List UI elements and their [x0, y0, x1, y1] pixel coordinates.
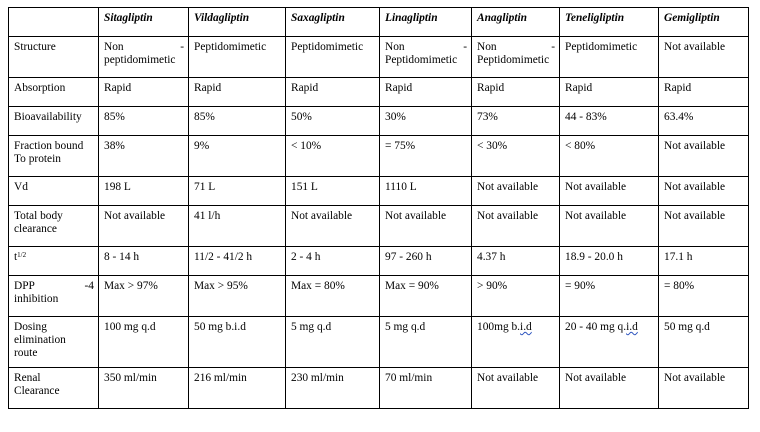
table-cell: Peptidomimetic	[560, 37, 659, 78]
table-cell: Rapid	[472, 78, 560, 107]
table-cell: 63.4%	[659, 107, 749, 136]
row-label-line: route	[14, 347, 38, 359]
table-row-absorption	[9, 78, 749, 107]
table-cell: Not available	[472, 206, 560, 247]
table-cell: Peptidomimetic	[189, 37, 286, 78]
table-cell	[560, 317, 659, 368]
table-cell: Rapid	[286, 78, 380, 107]
table-row-dosing	[9, 317, 749, 368]
header-cell-teneligliptin: Teneligliptin	[560, 8, 659, 37]
table-cell: 230 ml/min	[286, 368, 380, 409]
table-cell: Max > 97%	[99, 276, 189, 317]
table-cell: 30%	[380, 107, 472, 136]
table-cell: 17.1 h	[659, 247, 749, 276]
cell-text: Peptidomimetic	[385, 54, 458, 66]
table-cell: Not available	[472, 368, 560, 409]
table-cell: Not available	[659, 177, 749, 206]
table-cell: 216 ml/min	[189, 368, 286, 409]
table-cell: Not available	[472, 177, 560, 206]
row-label	[9, 206, 99, 247]
table-cell: Rapid	[560, 78, 659, 107]
header-cell-linagliptin: Linagliptin	[380, 8, 472, 37]
cell-text: -	[180, 41, 184, 53]
row-label-line: clearance	[14, 223, 57, 235]
table-cell: < 30%	[472, 136, 560, 177]
spellcheck-underlined-text: i.d	[520, 321, 532, 333]
row-label: Vd	[9, 177, 99, 206]
spellcheck-underlined-text: i.d	[626, 321, 638, 333]
table-cell: 100 mg q.d	[99, 317, 189, 368]
header-row	[9, 8, 749, 37]
table-cell: 198 L	[99, 177, 189, 206]
table-cell: = 90%	[560, 276, 659, 317]
dpp4-comparison-table	[8, 7, 749, 409]
table-cell: Not available	[286, 206, 380, 247]
row-label-text: t	[14, 251, 18, 263]
table-cell	[99, 37, 189, 78]
table-cell: Not available	[380, 206, 472, 247]
cell-text: -	[551, 41, 555, 53]
table-cell: 50 mg b.i.d	[189, 317, 286, 368]
table-cell: < 10%	[286, 136, 380, 177]
table-cell: Not available	[560, 206, 659, 247]
table-cell: Not available	[659, 136, 749, 177]
table-cell: 18.9 - 20.0 h	[560, 247, 659, 276]
header-cell-blank	[9, 8, 99, 37]
cell-text: -	[463, 41, 467, 53]
table-cell: 8 - 14 h	[99, 247, 189, 276]
row-label-line: Renal	[14, 372, 41, 384]
table-cell: Max = 90%	[380, 276, 472, 317]
row-label	[9, 317, 99, 368]
row-label-line: Total body	[14, 210, 63, 222]
table-row-half-life	[9, 247, 749, 276]
table-row-total-body-clearance	[9, 206, 749, 247]
table-cell: = 75%	[380, 136, 472, 177]
header-cell-vildagliptin: Vildagliptin	[189, 8, 286, 37]
row-label-line: To protein	[14, 153, 61, 165]
row-label	[9, 276, 99, 317]
table-cell: 1110 L	[380, 177, 472, 206]
table-cell: 41 l/h	[189, 206, 286, 247]
row-label	[9, 368, 99, 409]
table-cell: 97 - 260 h	[380, 247, 472, 276]
header-cell-anagliptin: Anagliptin	[472, 8, 560, 37]
cell-text: 100mg b.	[477, 321, 521, 333]
cell-text: Non	[104, 41, 124, 53]
table-cell: Not available	[659, 37, 749, 78]
table-cell: Peptidomimetic	[286, 37, 380, 78]
table-cell: Rapid	[189, 78, 286, 107]
table-cell	[472, 317, 560, 368]
cell-text: Non	[477, 41, 497, 53]
table-cell: 2 - 4 h	[286, 247, 380, 276]
table-cell: 9%	[189, 136, 286, 177]
table-cell: 85%	[189, 107, 286, 136]
header-cell-saxagliptin: Saxagliptin	[286, 8, 380, 37]
row-label	[9, 247, 99, 276]
table-row-renal-clearance	[9, 368, 749, 409]
table-cell: 85%	[99, 107, 189, 136]
row-label-text: DPP	[14, 280, 35, 292]
row-label-line: inhibition	[14, 293, 59, 305]
table-cell	[472, 37, 560, 78]
table-cell: 50%	[286, 107, 380, 136]
table-cell: Not available	[560, 177, 659, 206]
row-label-line: Clearance	[14, 385, 60, 397]
table-cell: Max > 95%	[189, 276, 286, 317]
table-cell: 5 mg q.d	[380, 317, 472, 368]
row-label-superscript: 1/2	[17, 251, 27, 259]
comparison-table-container	[8, 7, 752, 409]
cell-text: peptidomimetic	[104, 54, 176, 66]
table-cell: Not available	[99, 206, 189, 247]
table-cell: 4.37 h	[472, 247, 560, 276]
row-label-line: Fraction bound	[14, 140, 84, 152]
table-cell: 38%	[99, 136, 189, 177]
table-cell: Not available	[659, 206, 749, 247]
table-cell: 70 ml/min	[380, 368, 472, 409]
row-label-line: elimination	[14, 334, 66, 346]
table-cell: > 90%	[472, 276, 560, 317]
header-cell-gemigliptin: Gemigliptin	[659, 8, 749, 37]
row-label-line: Dosing	[14, 321, 47, 333]
table-row-vd	[9, 177, 749, 206]
table-cell: 5 mg q.d	[286, 317, 380, 368]
table-cell: = 80%	[659, 276, 749, 317]
header-cell-sitagliptin: Sitagliptin	[99, 8, 189, 37]
table-cell: 350 ml/min	[99, 368, 189, 409]
table-row-fraction-bound	[9, 136, 749, 177]
table-cell: Rapid	[659, 78, 749, 107]
table-cell: Max = 80%	[286, 276, 380, 317]
cell-text: Non	[385, 41, 405, 53]
table-cell: < 80%	[560, 136, 659, 177]
table-cell	[380, 37, 472, 78]
table-cell: Rapid	[380, 78, 472, 107]
table-row-bioavailability	[9, 107, 749, 136]
table-cell: Rapid	[99, 78, 189, 107]
table-cell: Not available	[659, 368, 749, 409]
row-label	[9, 37, 99, 78]
cell-text: 20 - 40 mg q.	[565, 321, 627, 333]
table-cell: 11/2 - 41/2 h	[189, 247, 286, 276]
row-label	[9, 136, 99, 177]
row-label: Absorption	[9, 78, 99, 107]
table-row-structure	[9, 37, 749, 78]
table-cell: 50 mg q.d	[659, 317, 749, 368]
table-cell: 71 L	[189, 177, 286, 206]
row-label-text: -4	[84, 280, 94, 292]
row-label-text: Structure	[14, 41, 56, 53]
table-cell: 73%	[472, 107, 560, 136]
table-cell: 44 - 83%	[560, 107, 659, 136]
table-cell: Not available	[560, 368, 659, 409]
cell-text: Peptidomimetic	[477, 54, 550, 66]
table-row-dpp4-inhibition	[9, 276, 749, 317]
row-label: Bioavailability	[9, 107, 99, 136]
table-cell: 151 L	[286, 177, 380, 206]
